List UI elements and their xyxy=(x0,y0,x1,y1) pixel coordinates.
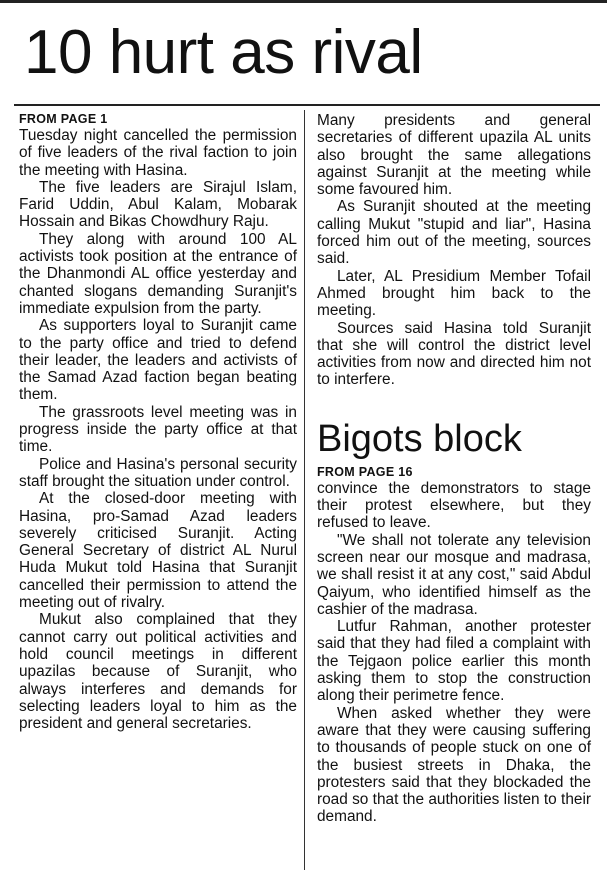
article2-headline: Bigots block xyxy=(317,417,522,460)
column-divider xyxy=(304,110,305,870)
article1-paragraph: At the closed-door meeting with Hasina, pro-Samad Azad leaders severely criticised Suranjit. Acting General Secretary of district AL Nurul Huda Mukut told Hasina that Suranjit cancelled their permission to attend the meeting out of rivalry. xyxy=(19,490,297,612)
article1-paragraph: As supporters loyal to Suranjit came to the party office and tried to defend their leader, the leaders and activists of the Samad Azad faction began beating them. xyxy=(19,317,297,404)
article1-paragraph: Sources said Hasina told Suranjit that she will control the district level activities from now and directed him not to interfere. xyxy=(317,319,591,389)
article2-paragraph: Lutfur Rahman, another protester said that they had filed a complaint with the Tejgaon police earlier this month asking them to stop the construction along their perimetre fence. xyxy=(317,618,591,705)
article1-paragraph: The five leaders are Sirajul Islam, Farid Uddin, Abul Kalam, Mobarak Hossain and Bikas Chowdhury Raju. xyxy=(19,178,297,231)
article1-paragraph: The grassroots level meeting was in progress inside the party office at that time. xyxy=(19,403,297,456)
article1-paragraph: Police and Hasina's personal security staff brought the situation under control. xyxy=(19,455,297,490)
article2-kicker: FROM PAGE 16 xyxy=(317,464,413,479)
article1-headline: 10 hurt as rival xyxy=(24,18,423,87)
article2-paragraph: convince the demonstrators to stage their protest elsewhere, but they refused to leave. xyxy=(317,479,591,532)
article1-paragraph: Many presidents and general secretaries of different upazila AL units also brought the same allegations against Suranjit at the meeting while some favoured him. xyxy=(317,112,591,199)
article2-paragraph: When asked whether they were aware that they were causing suffering to thousands of people stuck on one of the busiest streets in Dhaka, the protesters said that they blockaded the road so that the authorities listen to their demand. xyxy=(317,704,591,826)
article1-paragraph: Tuesday night cancelled the permission of five leaders of the rival faction to join the meeting with Hasina. xyxy=(19,127,297,179)
article1-paragraph: Mukut also complained that they cannot carry out political activities and hold council meetings in different upazilas because of Suranjit, who always interferes and demands for selecting leaders loyal to him as the president and general secretaries. xyxy=(19,611,297,733)
article1-paragraph: They along with around 100 AL activists took position at the entrance of the Dhanmondi AL office yesterday and chanted slogans demanding Suranjit's immediate expulsion from the party. xyxy=(19,230,297,317)
article1-paragraph: Later, AL Presidium Member Tofail Ahmed brought him back to the meeting. xyxy=(317,267,591,320)
left-column xyxy=(19,112,297,732)
article1-kicker: FROM PAGE 1 xyxy=(19,112,108,126)
headline-rule xyxy=(14,104,600,106)
article2-paragraph: "We shall not tolerate any television screen near our mosque and madrasa, we shall resist it at any cost," said Abdul Qaiyum, who identified himself as the cashier of the madrasa. xyxy=(317,531,591,618)
article1-paragraph: As Suranjit shouted at the meeting calling Mukut "stupid and liar", Hasina forced him out of the meeting, sources said. xyxy=(317,198,591,268)
right-column xyxy=(317,112,591,826)
top-rule xyxy=(0,0,607,3)
